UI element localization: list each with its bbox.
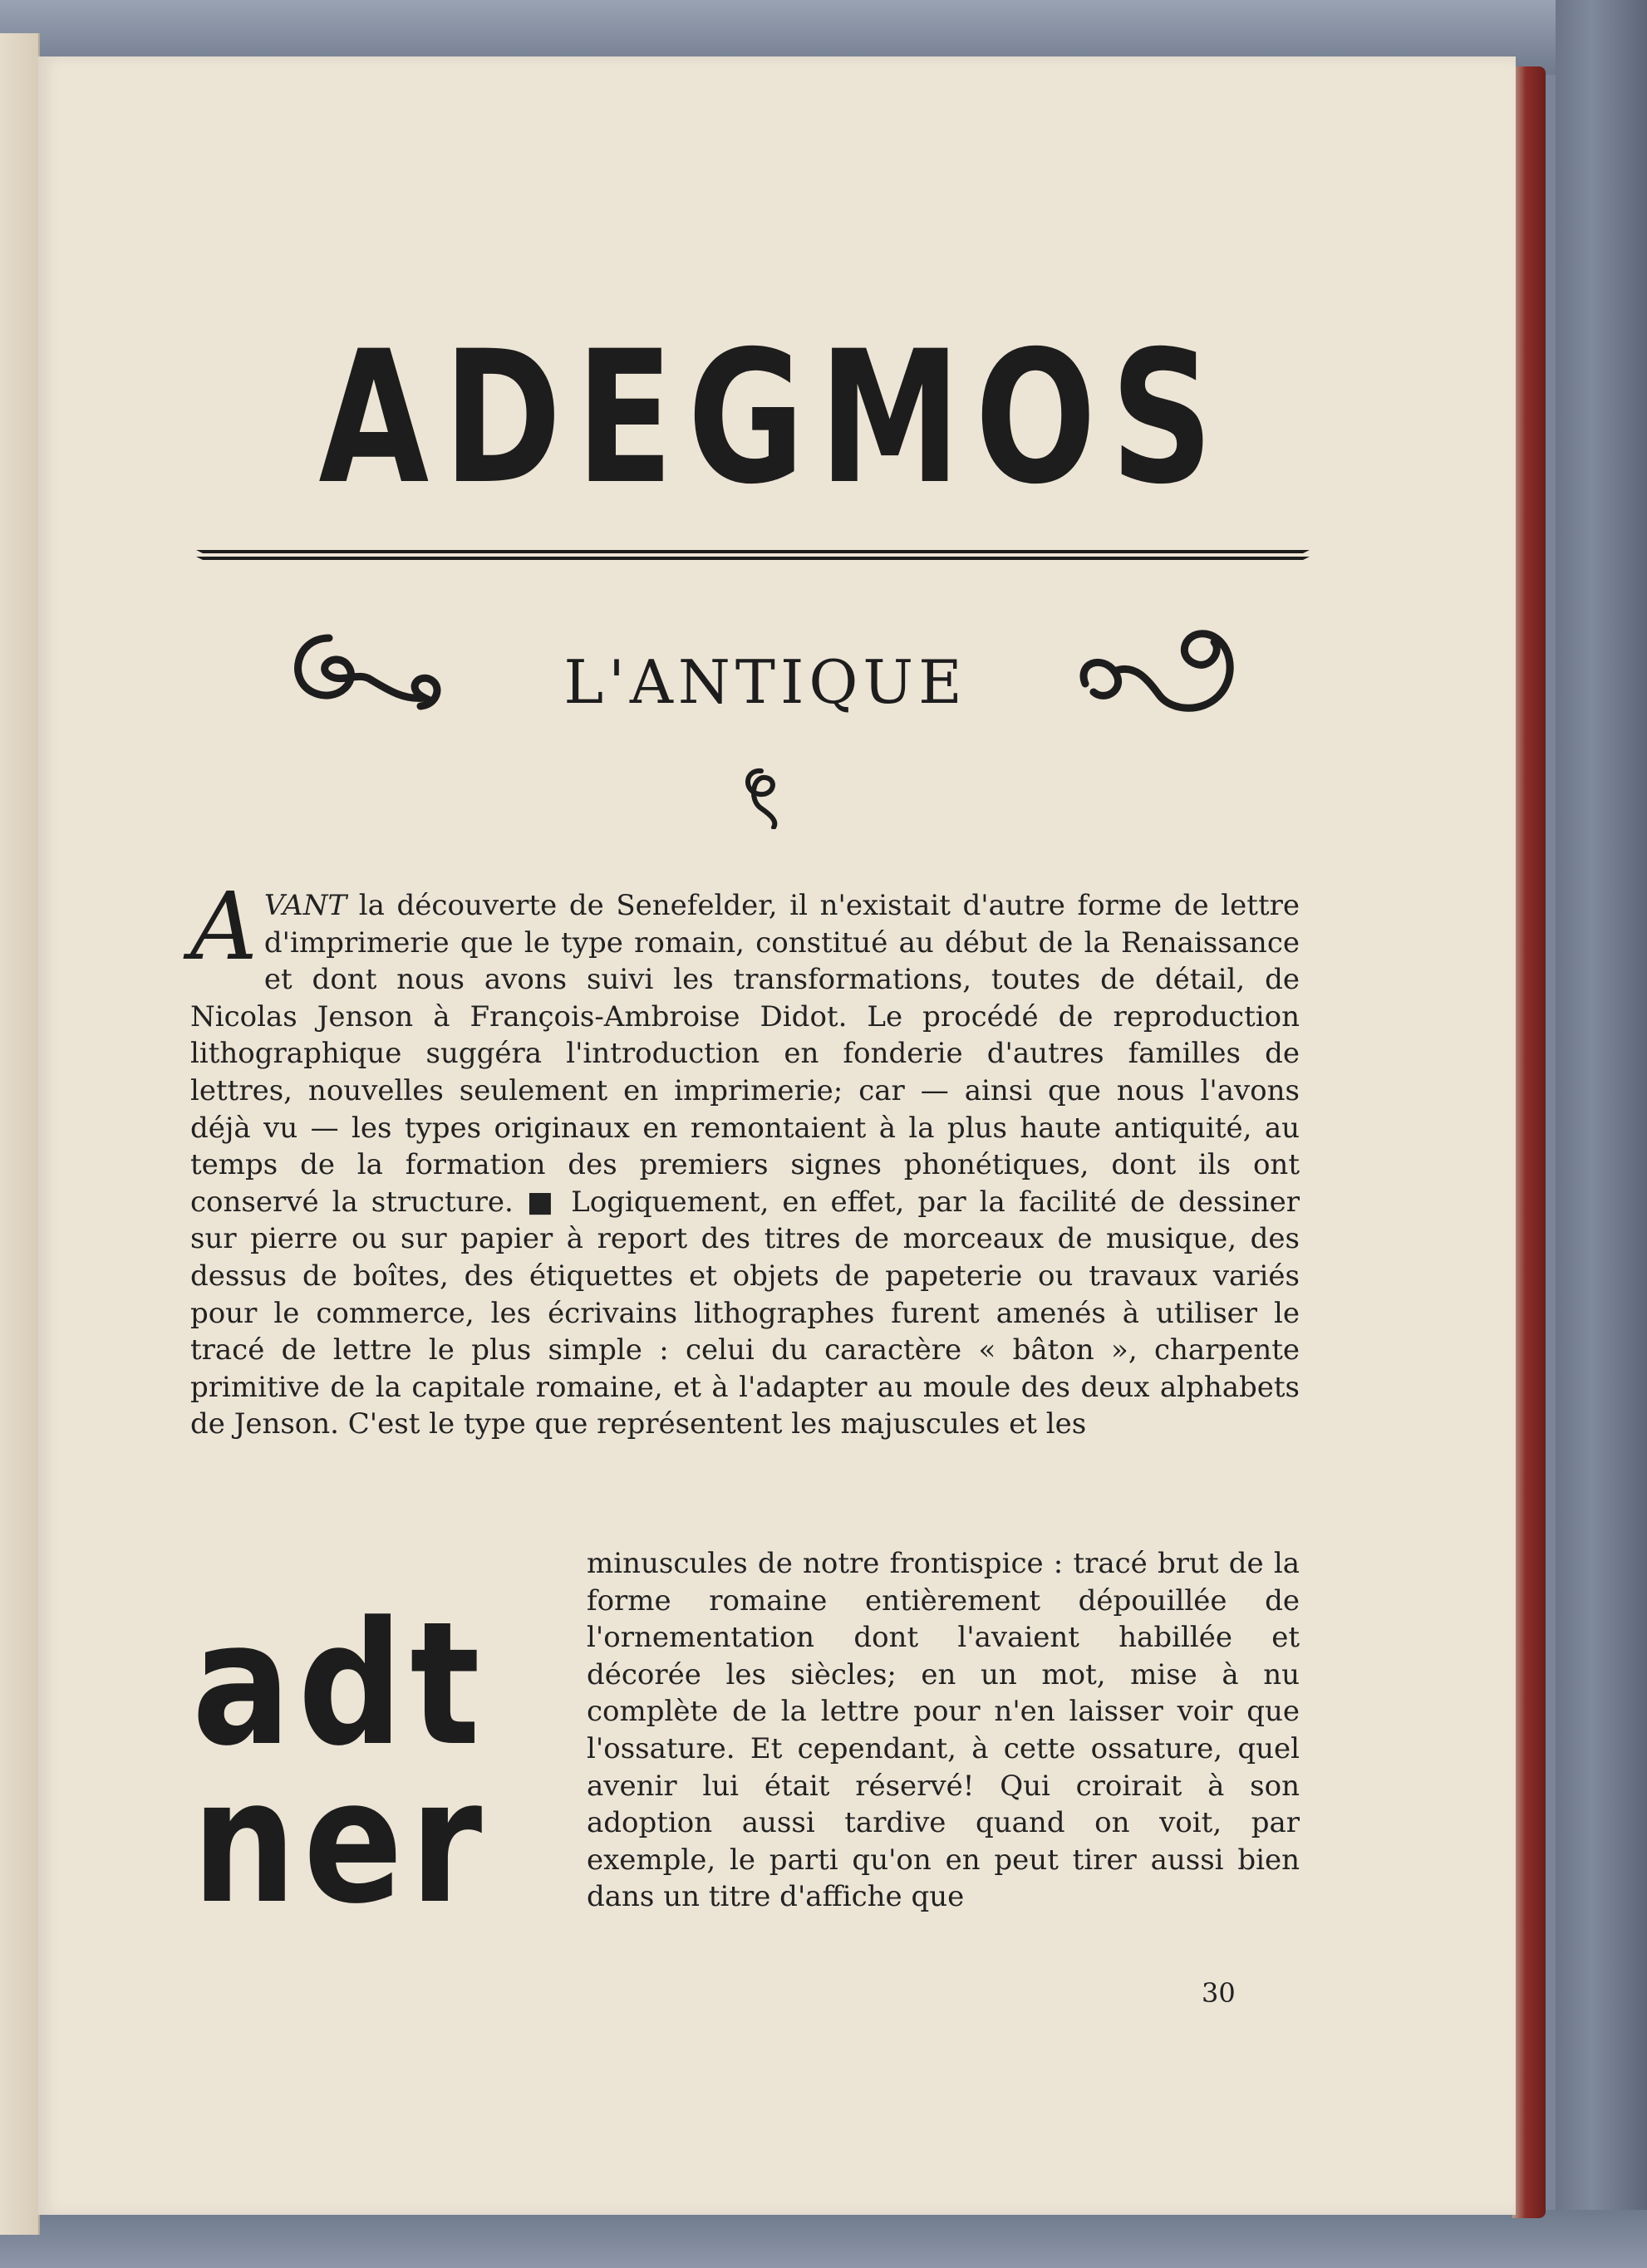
subtitle-row: [246, 605, 1285, 746]
specimen-line-2: ner: [192, 1744, 489, 1942]
book-page: [38, 56, 1516, 2215]
page-title: ADEGMOS: [318, 312, 1228, 524]
book-cover-right: [1556, 0, 1647, 2268]
flourish-small-icon: [728, 763, 794, 829]
body-paragraph-continued: minuscules de notre frontispice : tracé brut de la forme romaine entièrement dépouillée de l'ornementation dont l'avaient habillée et décorée les siècles; en un mot, mise à nu complète de la lettre pour n'en laisser voir que l'ossature. Et cependant, à cette ossature, quel avenir lui était réservé! Qui croirait à son adoption aussi tardive quand on voit, par exemple, le parti qu'on en peut tirer aussi bien dans un titre d'affiche que: [587, 1547, 1300, 1914]
lead-word: VANT: [263, 889, 347, 922]
page-number: 30: [1202, 1977, 1236, 2009]
book-cover-bottom: [0, 2210, 1647, 2268]
flourish-right-icon: [1069, 605, 1268, 729]
specimen-line-1: adt: [192, 1586, 488, 1784]
drop-cap: A: [190, 873, 258, 981]
page-subtitle: L'ANTIQUE: [563, 647, 967, 717]
type-specimen: [192, 1586, 506, 1959]
page-block-edge: [1512, 66, 1546, 2218]
paragraph-text: la découverte de Senefelder, il n'existait d'autre forme de lettre d'imprimerie que le type romain, constitué au début de la Renaissance et dont nous avons suivi les transformations, toutes de détail, de Nicolas Jenson à François-Ambroise Didot. Le procédé de reproduction lithographique suggéra l'introduction en fonderie d'autres familles de lettres, nouvelles seulement en imprimerie; car — ainsi que nous l'avons déjà vu — les types originaux en remontaient à la plus haute antiquité, au temps de la formation des premiers signes phonétiques, dont ils ont conservé la structure. ■ Logiquement, en effet, par la facilité de dessiner sur pierre ou sur papier à report des titres de morceaux de musique, des dessus de boîtes, des étiquettes et objets de papeterie ou travaux variés pour le commerce, les écrivains lithographes furent amenés à utiliser le tracé de lettre le plus simple : celui du caractère « bâton », charpente primitive de la capitale romaine, et à l'adapter au moule des deux alphabets de Jenson. C'est le type que représentent les majuscules et les: [190, 889, 1300, 1441]
left-page-edge: [0, 33, 40, 2235]
body-paragraph: [190, 873, 1300, 1552]
flourish-left-icon: [279, 621, 470, 729]
title-double-rule: [196, 547, 1310, 563]
